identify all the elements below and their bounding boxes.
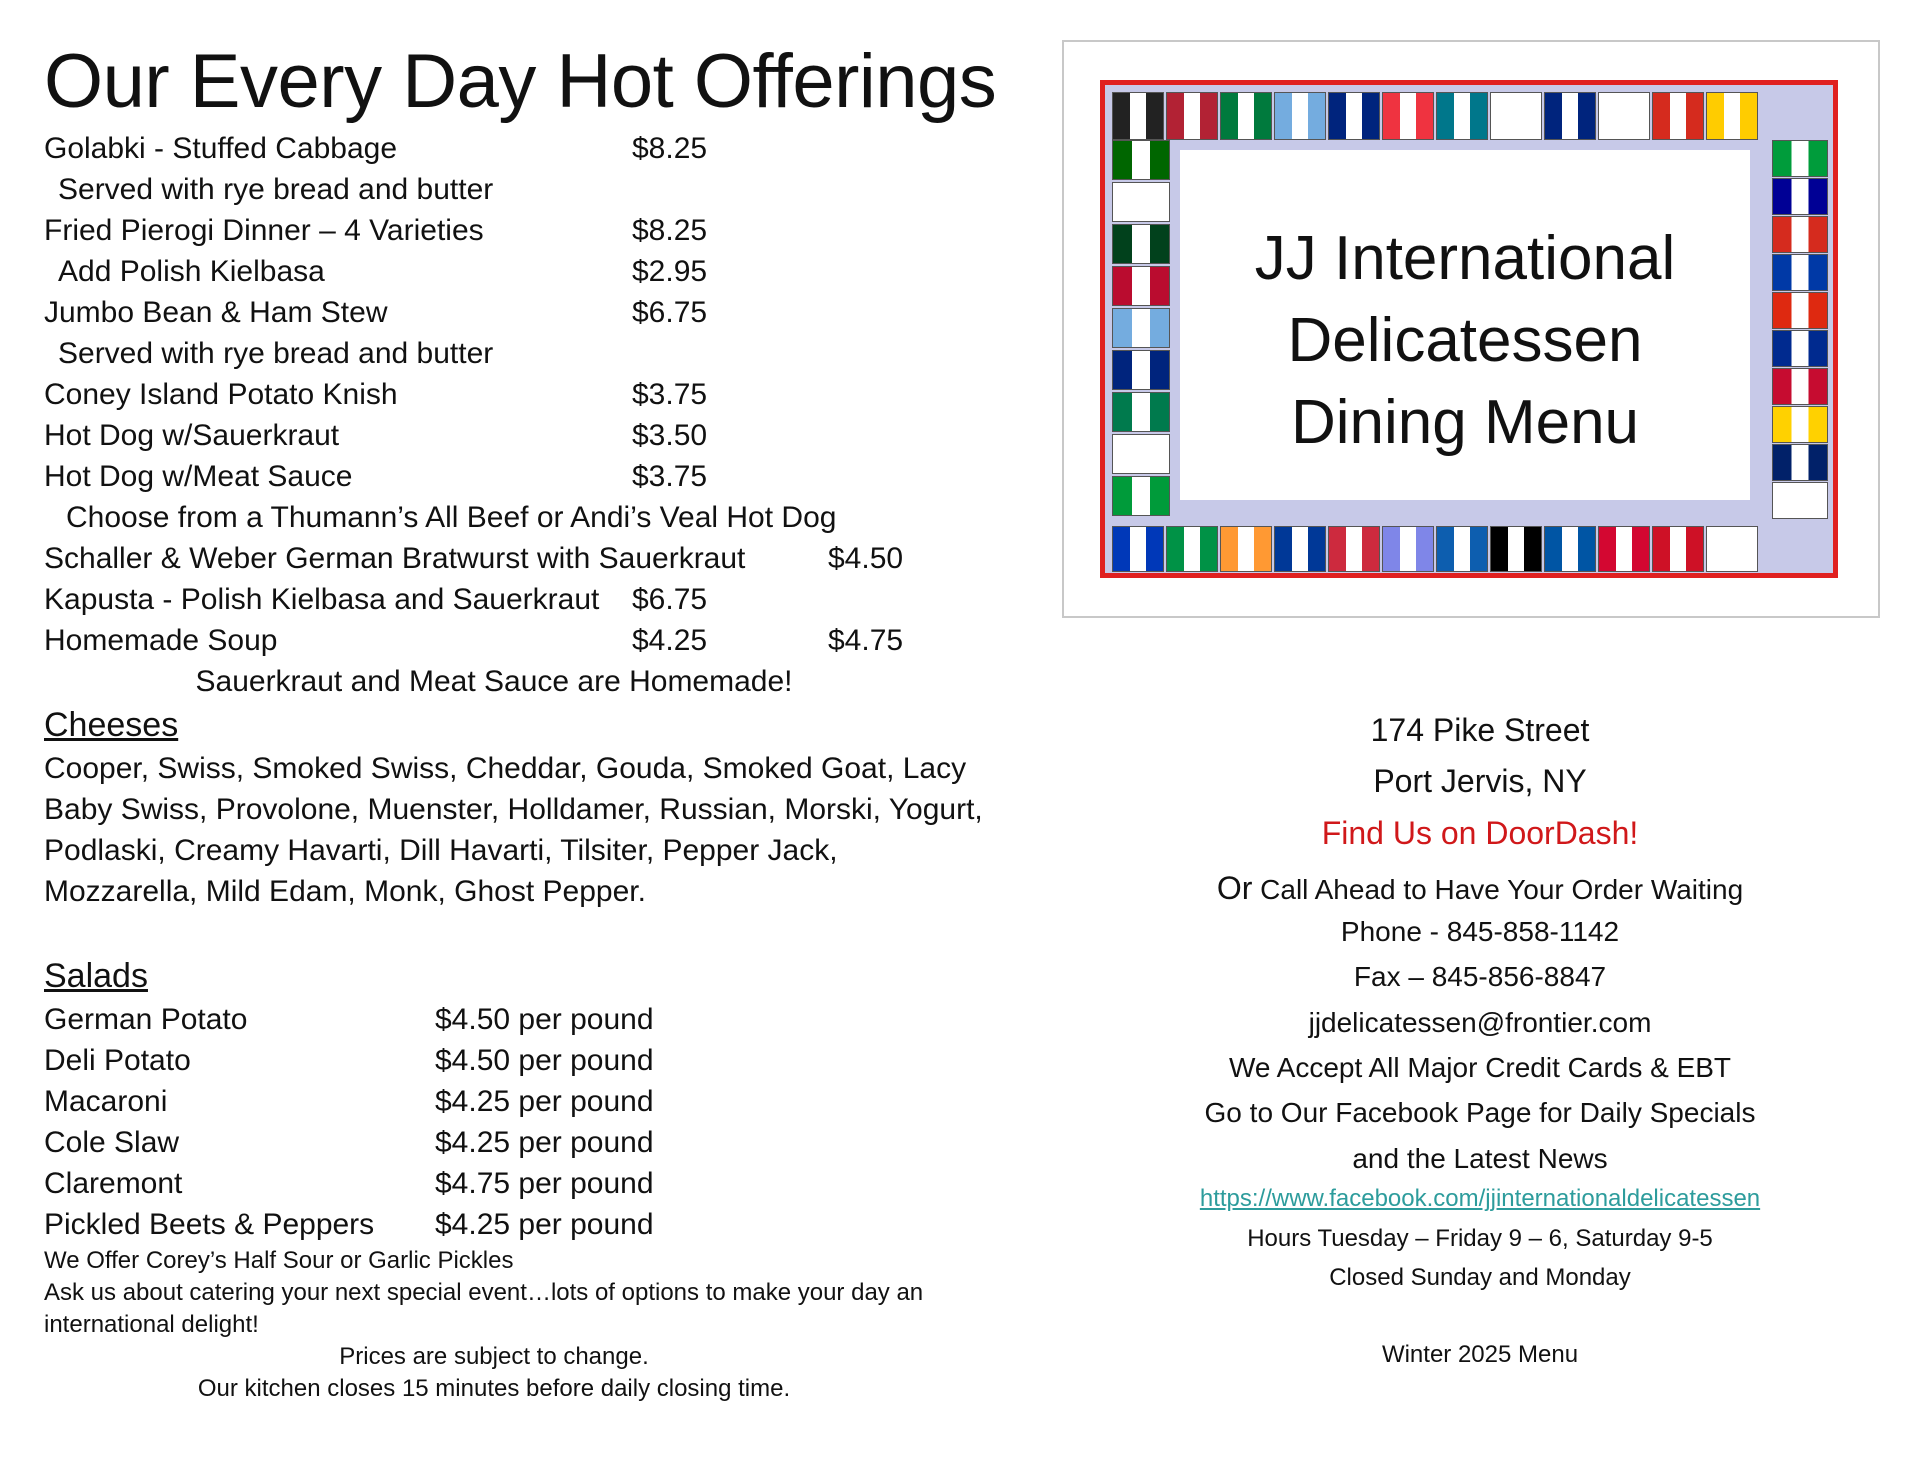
flag-icon [1112, 350, 1170, 390]
flag-icon [1436, 92, 1488, 140]
salad-row [44, 1163, 1044, 1204]
cheeses-text: Cooper, Swiss, Smoked Swiss, Cheddar, Gouda, Smoked Goat, Lacy Baby Swiss, Provolone, Muenster, Holldamer, Russian, Morski, Yogurt, Podlaski, Creamy Havarti, Dill Havarti, Tilsiter, Pepper Jack, Mozzarella, Mild Edam, Monk, Ghost Pepper. [44, 752, 983, 908]
hot-offerings-column [44, 36, 1044, 1405]
salads-heading: Salads [44, 957, 148, 995]
flag-icon [1772, 216, 1828, 253]
closed-days-text: Closed Sunday and Monday [1329, 1264, 1631, 1291]
salad-name: German Potato [44, 1003, 248, 1036]
salad-row [44, 1122, 1044, 1163]
salad-row [44, 1040, 1044, 1081]
kitchen-note: Our kitchen closes 15 minutes before daily closing time. [197, 1375, 791, 1402]
flag-icon [1112, 182, 1170, 222]
menu-item-note: Served with rye bread and butter [58, 173, 494, 206]
flag-icon [1112, 308, 1170, 348]
flag-icon [1772, 444, 1828, 481]
flag-icon [1220, 92, 1272, 140]
facebook-url-link[interactable]: https://www.facebook.com/jjinternationaldelicatessen [1199, 1185, 1761, 1212]
flag-icon [1772, 482, 1828, 519]
salad-price: $4.25 per pound [435, 1208, 654, 1241]
menu-item-row [44, 374, 1044, 415]
flag-icon [1598, 526, 1650, 572]
salad-row [44, 999, 1044, 1040]
salad-row [44, 1204, 1044, 1245]
doordash-link[interactable]: Find Us on DoorDash! [1321, 815, 1639, 851]
menu-title-line-3: Dining Menu [1290, 388, 1640, 457]
catering-note: Ask us about catering your next special event…lots of options to make your day an international delight! [44, 1279, 924, 1338]
salad-price: $4.25 per pound [435, 1126, 654, 1159]
flag-icon [1490, 92, 1542, 140]
flag-icon [1220, 526, 1272, 572]
menu-item-name: Schaller & Weber German Bratwurst with Sauerkraut [44, 542, 746, 575]
menu-item-row [44, 415, 1044, 456]
salad-row [44, 1081, 1044, 1122]
menu-item-row [44, 497, 1044, 538]
menu-item-price: $6.75 [632, 296, 708, 329]
menu-item-name: Hot Dog w/Sauerkraut [44, 419, 340, 452]
hot-items-list [44, 128, 1044, 661]
flag-icon [1112, 526, 1164, 572]
flag-icon [1112, 224, 1170, 264]
flag-icon [1772, 330, 1828, 367]
flag-icon [1166, 92, 1218, 140]
flag-icon [1652, 92, 1704, 140]
menu-item-price: $3.75 [632, 378, 708, 411]
flag-icon [1112, 392, 1170, 432]
menu-item-name: Fried Pierogi Dinner – 4 Varieties [44, 214, 484, 247]
salad-name: Cole Slaw [44, 1126, 180, 1159]
salad-price: $4.25 per pound [435, 1085, 654, 1118]
address-street: 174 Pike Street [1370, 712, 1590, 748]
flags-bottom-row [1112, 526, 1758, 572]
call-ahead-text [1100, 870, 1860, 907]
flag-icon [1112, 434, 1170, 474]
flag-icon [1166, 526, 1218, 572]
flags-left-column [1112, 140, 1170, 516]
salad-name: Deli Potato [44, 1044, 191, 1077]
hours-text: Hours Tuesday – Friday 9 – 6, Saturday 9-5 [1247, 1225, 1713, 1252]
menu-item-row [44, 538, 1044, 579]
facebook-line-1: Go to Our Facebook Page for Daily Specials [1204, 1097, 1756, 1128]
flag-icon [1112, 140, 1170, 180]
menu-item-price: $6.75 [632, 583, 708, 616]
menu-item-row [44, 210, 1044, 251]
flag-icon [1772, 368, 1828, 405]
salad-name: Macaroni [44, 1085, 168, 1118]
menu-item-note: Served with rye bread and butter [58, 337, 494, 370]
flag-icon [1772, 406, 1828, 443]
menu-item-row [44, 456, 1044, 497]
phone-number[interactable]: Phone - 845-858-1142 [1340, 916, 1620, 947]
menu-item-price: $2.95 [632, 255, 708, 288]
flag-icon [1382, 526, 1434, 572]
menu-item-price: $4.25 [632, 624, 708, 657]
flag-icon [1382, 92, 1434, 140]
menu-item-name: Hot Dog w/Meat Sauce [44, 460, 353, 493]
salads-list [44, 999, 1044, 1245]
menu-item-row [44, 333, 1044, 374]
salad-price: $4.75 per pound [435, 1167, 654, 1200]
menu-item-price: $3.50 [632, 419, 708, 452]
flag-icon [1328, 92, 1380, 140]
menu-item-row [44, 169, 1044, 210]
menu-item-name: Homemade Soup [44, 624, 278, 657]
flag-icon [1598, 92, 1650, 140]
pickles-note: We Offer Corey’s Half Sour or Garlic Pickles [44, 1247, 514, 1274]
menu-item-price-large: $4.75 [828, 624, 904, 657]
flag-icon [1112, 92, 1164, 140]
menu-item-note: Add Polish Kielbasa [58, 255, 325, 288]
flag-icon [1274, 526, 1326, 572]
flag-icon [1436, 526, 1488, 572]
address-city: Port Jervis, NY [1373, 763, 1587, 799]
menu-item-row [44, 292, 1044, 333]
cheeses-heading: Cheeses [44, 706, 179, 744]
flags-top-row [1112, 92, 1758, 140]
facebook-line-2: and the Latest News [1352, 1143, 1608, 1174]
salad-price: $4.50 per pound [435, 1044, 654, 1077]
flag-icon [1772, 178, 1828, 215]
menu-item-row [44, 620, 1044, 661]
menu-item-price: $8.25 [632, 132, 708, 165]
payment-note: We Accept All Major Credit Cards & EBT [1228, 1052, 1732, 1083]
menu-item-price: $3.75 [632, 460, 708, 493]
salad-price: $4.50 per pound [435, 1003, 654, 1036]
menu-item-name: Kapusta - Polish Kielbasa and Sauerkraut [44, 583, 600, 616]
prices-note: Prices are subject to change. [339, 1343, 649, 1370]
flag-icon [1706, 526, 1758, 572]
call-ahead-or: Or [1216, 870, 1253, 906]
flag-icon [1544, 92, 1596, 140]
flag-icon [1274, 92, 1326, 140]
flag-icon [1490, 526, 1542, 572]
fax-number: Fax – 845-856-8847 [1353, 961, 1607, 992]
menu-item-name: Golabki - Stuffed Cabbage [44, 132, 398, 165]
call-ahead-rest: Call Ahead to Have Your Order Waiting [1252, 874, 1744, 905]
menu-item-price-large: $4.50 [828, 542, 904, 575]
homemade-note: Sauerkraut and Meat Sauce are Homemade! [195, 665, 793, 698]
menu-title [1180, 218, 1750, 464]
flag-icon [1544, 526, 1596, 572]
email-address[interactable]: jjdelicatessen@frontier.com [1308, 1007, 1652, 1038]
flag-icon [1772, 254, 1828, 291]
flag-icon [1652, 526, 1704, 572]
menu-item-name: Jumbo Bean & Ham Stew [44, 296, 388, 329]
menu-item-price: $8.25 [632, 214, 708, 247]
season-label: Winter 2025 Menu [1381, 1341, 1579, 1368]
menu-title-line-2: Delicatessen [1287, 306, 1643, 375]
flag-icon [1112, 476, 1170, 516]
flag-icon [1772, 292, 1828, 329]
flags-right-column [1772, 140, 1828, 519]
menu-item-row [44, 579, 1044, 620]
flag-icon [1706, 92, 1758, 140]
salad-name: Claremont [44, 1167, 183, 1200]
menu-item-row [44, 251, 1044, 292]
page-title: Our Every Day Hot Offerings [44, 39, 997, 124]
menu-item-row [44, 128, 1044, 169]
flag-icon [1112, 266, 1170, 306]
flag-icon [1328, 526, 1380, 572]
menu-item-name: Coney Island Potato Knish [44, 378, 398, 411]
salad-name: Pickled Beets & Peppers [44, 1208, 375, 1241]
menu-item-note: Choose from a Thumann’s All Beef or Andi’s Veal Hot Dog [66, 501, 837, 534]
flag-icon [1772, 140, 1828, 177]
menu-title-line-1: JJ International [1254, 224, 1676, 293]
